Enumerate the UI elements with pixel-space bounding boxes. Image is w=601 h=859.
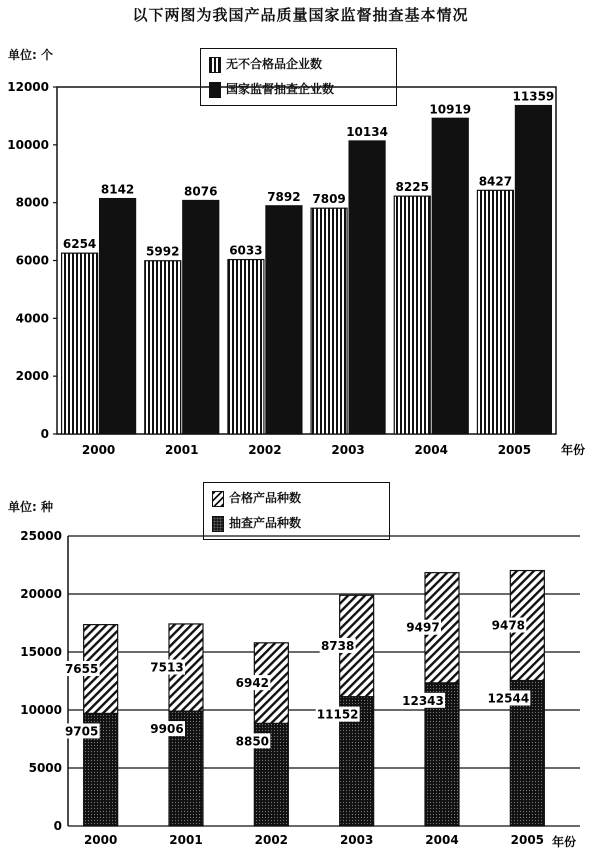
chart2-data-label-sampled: 11152 — [316, 707, 359, 722]
chart2-data-label-qualified-group — [64, 661, 100, 676]
chart1-data-label: 10919 — [429, 102, 472, 117]
chart2-ytick-label: 25000 — [20, 529, 62, 543]
chart1-xtick-label: 2003 — [331, 443, 365, 457]
chart2-xtick-label: 2002 — [254, 833, 289, 847]
chart2-xtick-label: 2004 — [425, 833, 459, 847]
chart2-ytick-label: 0 — [53, 819, 62, 833]
chart2-xtick-label: 2001 — [169, 833, 203, 847]
chart2-data-label-sampled-group — [64, 723, 100, 738]
chart1-xtick-label: 2004 — [414, 443, 448, 457]
chart2-data-label-qualified-group — [490, 618, 526, 633]
chart1-xtick-label: 2000 — [81, 443, 116, 457]
chart1-data-label: 8076 — [184, 184, 218, 199]
chart2-data-label-sampled: 9705 — [64, 724, 99, 739]
chart2-ytick-label: 20000 — [20, 587, 62, 601]
chart1-data-label: 11359 — [512, 89, 555, 104]
chart1-ytick-label: 12000 — [7, 80, 49, 94]
chart1-x-unit: 年份 — [561, 443, 586, 457]
chart2-data-label-qualified: 7513 — [150, 660, 184, 675]
chart2-data-label-qualified-group — [234, 675, 270, 690]
chart2-ytick-label: 5000 — [28, 761, 62, 775]
chart2-unit-label: 单位: 种 — [8, 500, 53, 514]
chart2-data-label-qualified: 9497 — [406, 620, 440, 635]
chart1-xtick-label: 2001 — [165, 443, 199, 457]
chart1-data-label: 8142 — [100, 182, 135, 197]
chart2-legend-label-1: 合格产品种数 — [229, 491, 302, 505]
chart2-data-label-sampled-group — [401, 693, 445, 708]
chart2-data-label-sampled-group — [149, 721, 185, 736]
chart2-data-label-sampled-group — [486, 690, 530, 705]
chart1-data-label: 8225 — [395, 180, 429, 195]
chart1-ytick-label: 0 — [40, 427, 49, 441]
chart1-ytick-label: 2000 — [15, 369, 49, 384]
chart2-data-label-qualified: 8738 — [320, 638, 355, 653]
chart2-xtick-label: 2003 — [339, 833, 374, 847]
chart1-data-label: 7809 — [312, 192, 346, 207]
chart1-data-label: 7892 — [267, 189, 301, 204]
chart2-data-label-qualified-group — [320, 638, 356, 653]
chart1-ytick-label: 10000 — [7, 137, 49, 152]
chart2-data-label-sampled-group — [316, 707, 360, 722]
chart1-data-label: 6033 — [229, 243, 263, 258]
chart1-data-label: 8427 — [478, 174, 513, 189]
chart2-data-label-sampled-group — [234, 733, 270, 748]
chart2-data-label-sampled: 8850 — [235, 734, 270, 749]
chart2-data-label-sampled: 12343 — [402, 693, 444, 708]
chart1-ytick-label: 4000 — [15, 311, 49, 326]
chart2-data-label-qualified: 6942 — [235, 676, 270, 691]
chart1-legend-label-2: 国家监督抽查企业数 — [226, 82, 335, 96]
chart1-ytick-label: 8000 — [15, 195, 49, 210]
chart1-data-label: 10134 — [346, 124, 388, 139]
chart2-data-label-sampled: 12544 — [487, 691, 530, 706]
chart2-data-label-sampled: 9906 — [150, 722, 184, 737]
chart2-data-label-qualified-group — [405, 620, 441, 635]
chart2-xtick-label: 2005 — [510, 833, 545, 847]
chart1-ytick-label: 6000 — [15, 253, 49, 268]
chart2-ytick-label: 15000 — [20, 645, 62, 659]
chart1-xtick-label: 2005 — [497, 443, 532, 457]
chart2-data-label-qualified-group — [149, 660, 185, 675]
chart2-ytick-label: 10000 — [20, 703, 62, 717]
chart2-legend-label-2: 抽查产品种数 — [229, 516, 302, 530]
chart1-unit-label: 单位: 个 — [8, 48, 53, 62]
chart1-data-label: 6254 — [62, 237, 97, 252]
chart2-xtick-label: 2000 — [83, 833, 118, 847]
chart2-data-label-qualified: 9478 — [491, 618, 526, 633]
chart1-xtick-label: 2002 — [248, 443, 282, 457]
chart2-data-label-qualified: 7655 — [64, 662, 99, 677]
chart1-data-label: 5992 — [146, 244, 180, 259]
chart1-legend-label-1: 无不合格品企业数 — [226, 57, 323, 71]
page-title: 以下两图为我国产品质量国家监督抽查基本情况 — [132, 6, 469, 24]
chart2-x-unit: 年份 — [552, 835, 577, 849]
